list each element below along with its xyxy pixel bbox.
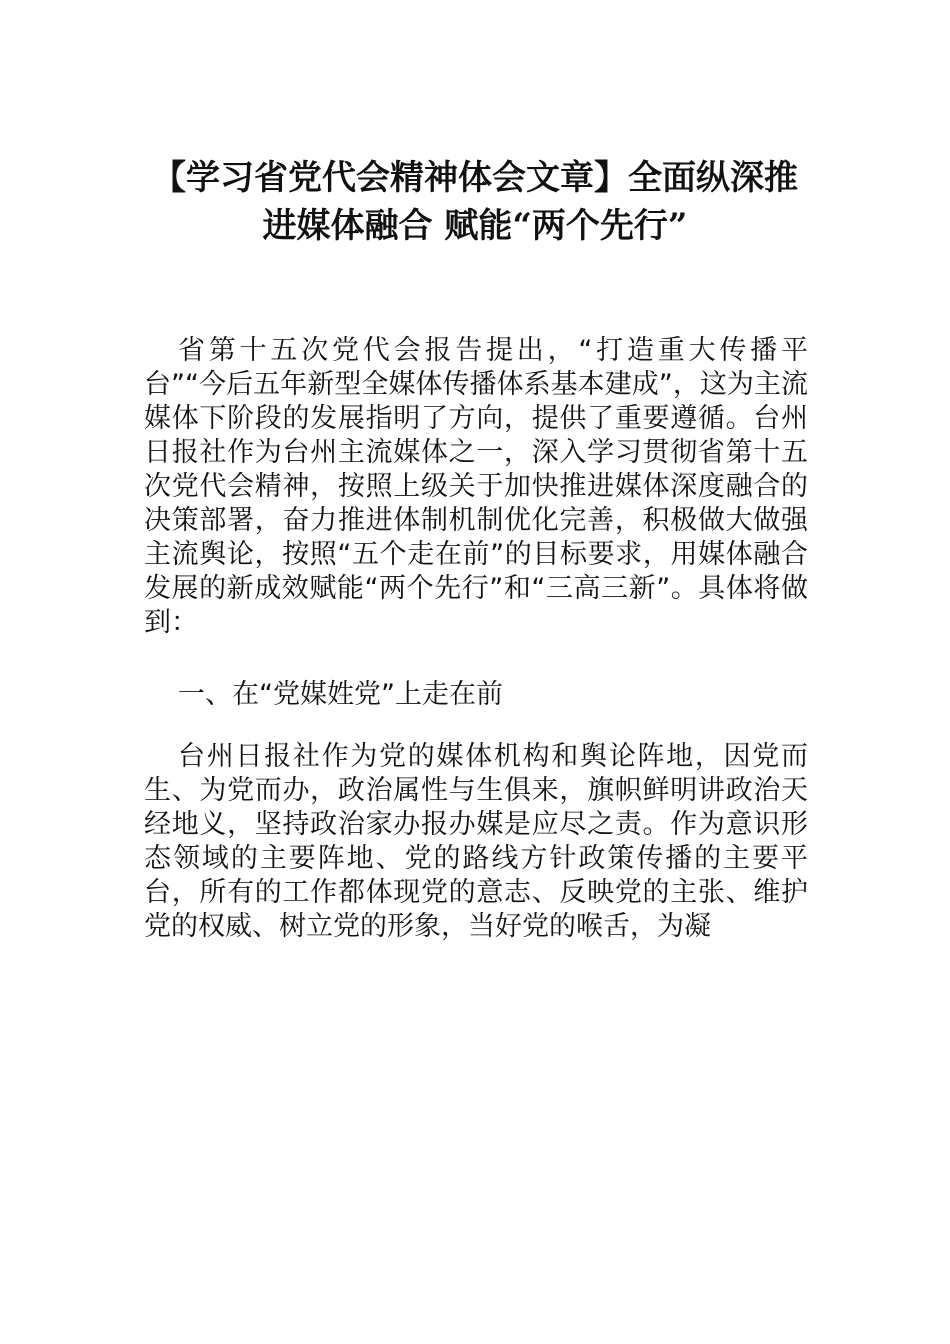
paragraph-intro: 省第十五次党代会报告提出，“打造重大传播平台”“今后五年新型全媒体传播体系基本建成”，这为主流媒体下阶段的发展指明了方向，提供了重要遵循。台州日报社作为台州主流媒体之一，深入学习贯彻省第十五次党代会精神，按照上级关于加快推进媒体深度融合的决策部署，奋力推进体制机制优化完善，积极做大做强主流舆论，按照“五个走在前”的目标要求，用媒体融合发展的新成效赋能“两个先行”和“三高三新”。具体将做到： (144, 335, 808, 638)
document-title-line-2: 进媒体融合 赋能“两个先行” (262, 206, 688, 246)
paragraph-section-1: 台州日报社作为党的媒体机构和舆论阵地，因党而生、为党而办，政治属性与生俱来，旗帜鲜明讲政治天经地义，坚持政治家办报办媒是应尽之责。作为意识形态领域的主要阵地、党的路线方针政策传播的主要平台，所有的工作都体现党的意志、反映党的主张、维护党的权威、树立党的形象，当好党的喉舌，为凝 (144, 741, 808, 942)
section-heading-1: 一、在“党媒姓党”上走在前 (178, 679, 503, 710)
document-title-line-1: 【学习省党代会精神体会文章】全面纵深推 (152, 158, 798, 198)
